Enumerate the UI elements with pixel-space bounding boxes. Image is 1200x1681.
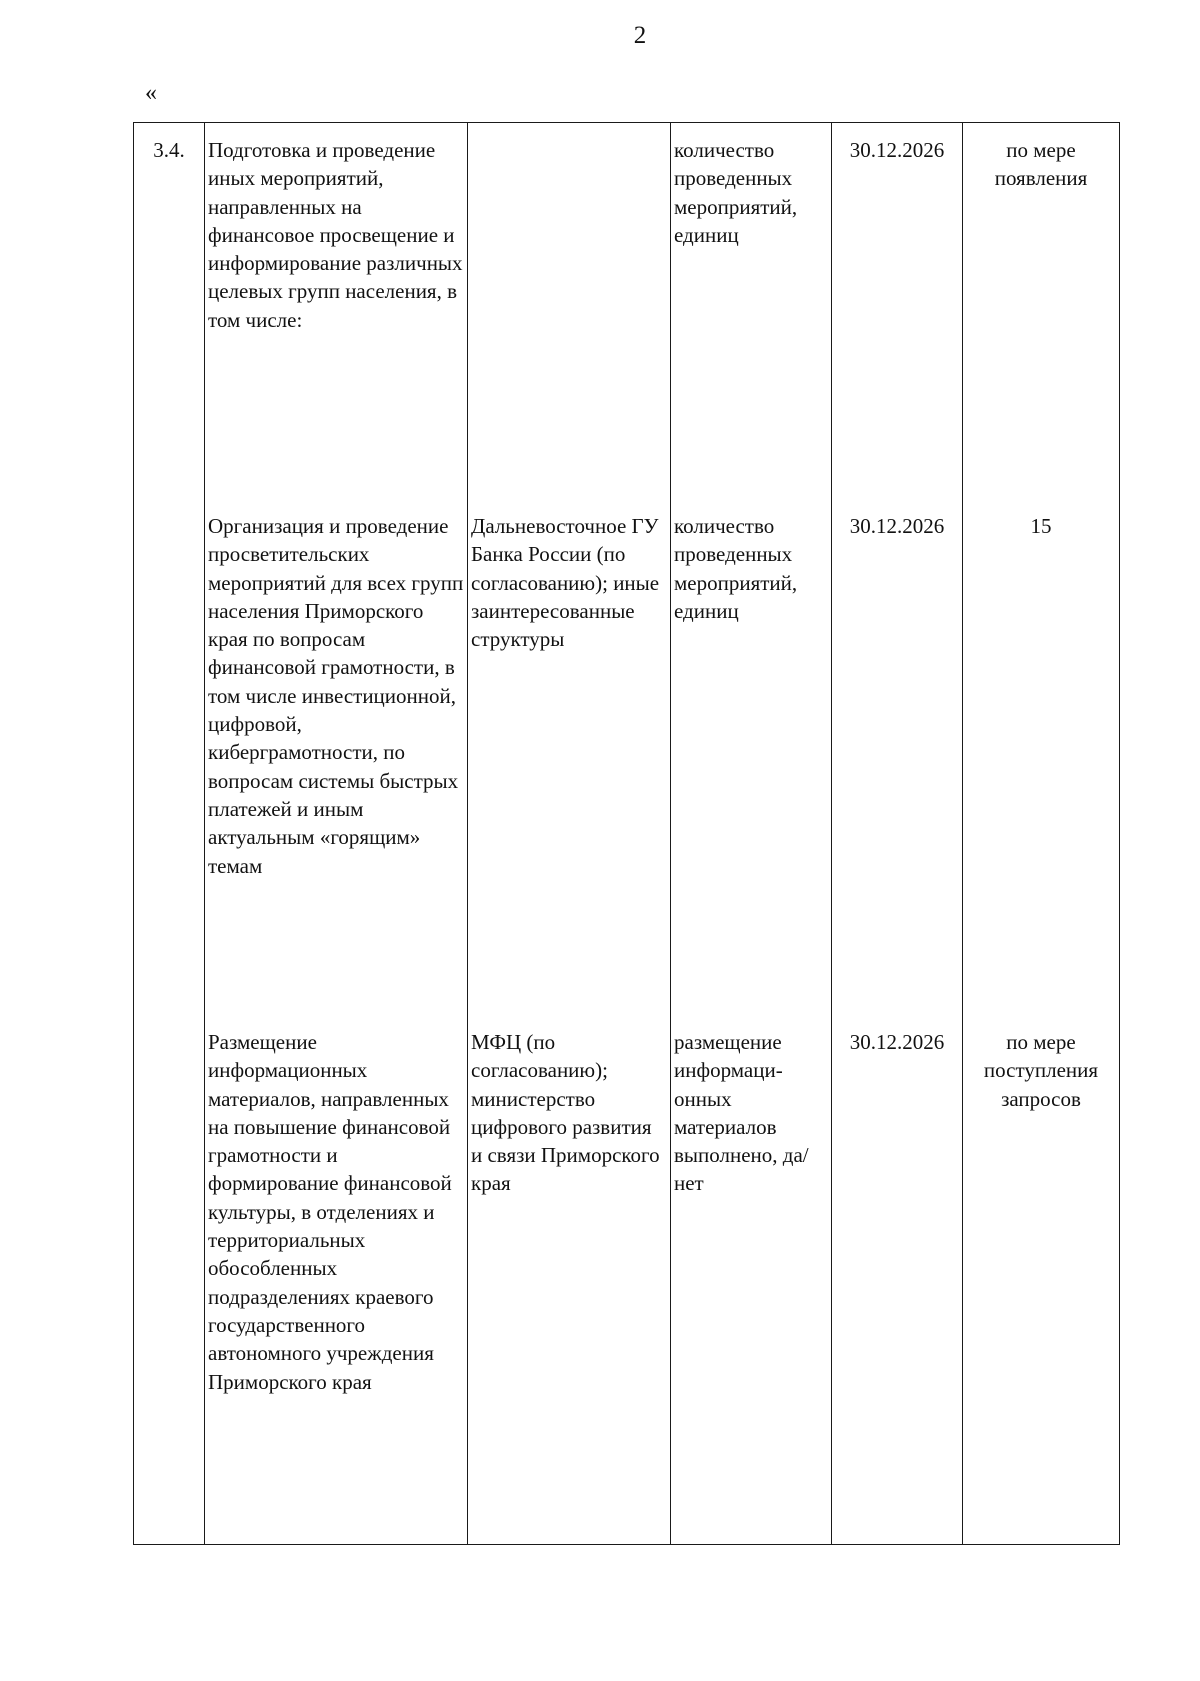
opening-quote-mark: « bbox=[145, 80, 157, 106]
target-value-cell: 15 bbox=[963, 512, 1120, 1028]
page-number: 2 bbox=[633, 22, 647, 49]
deadline-cell: 30.12.2026 bbox=[832, 512, 963, 1028]
deadline-cell: 30.12.2026 bbox=[832, 1028, 963, 1545]
description-cell: Размещение информационных материалов, направленных на повышение финансовой грамотности и формирование финансовой культуры, в отделениях и территориальных обособленных подразделениях краевого государственного автономного учреждения Приморского края bbox=[205, 1028, 468, 1545]
row-number-cell: 3.4. bbox=[134, 123, 205, 513]
description-cell: Организация и проведение просветительских мероприятий для всех групп населения Приморского края по вопросам финансовой грамотности, в том числе инвестиционной, цифровой, кибергрaмотности, по вопросам системы быстрых платежей и иным актуальным «горящим» темам bbox=[205, 512, 468, 1028]
executor-cell bbox=[468, 123, 671, 513]
table-row bbox=[134, 1028, 1120, 1545]
row-number-cell bbox=[134, 1028, 205, 1545]
deadline-cell: 30.12.2026 bbox=[832, 123, 963, 513]
measures-table bbox=[133, 122, 1120, 1545]
indicator-cell: количество проведенных мероприятий, единиц bbox=[671, 512, 832, 1028]
target-value-cell: по мере поступления запросов bbox=[963, 1028, 1120, 1545]
indicator-cell: количество проведенных мероприятий, единиц bbox=[671, 123, 832, 513]
executor-cell: МФЦ (по согласованию); министерство цифрового развития и связи Приморского края bbox=[468, 1028, 671, 1545]
table-row bbox=[134, 512, 1120, 1028]
indicator-cell: размещение информаци-онных материалов выполнено, да/нет bbox=[671, 1028, 832, 1545]
executor-cell: Дальневосточное ГУ Банка России (по согласованию); иные заинтересованные структуры bbox=[468, 512, 671, 1028]
row-number-cell bbox=[134, 512, 205, 1028]
table-row bbox=[134, 123, 1120, 513]
description-cell: Подготовка и проведение иных мероприятий, направленных на финансовое просвещение и информирование различных целевых групп населения, в том числе: bbox=[205, 123, 468, 513]
target-value-cell: по мере появления bbox=[963, 123, 1120, 513]
